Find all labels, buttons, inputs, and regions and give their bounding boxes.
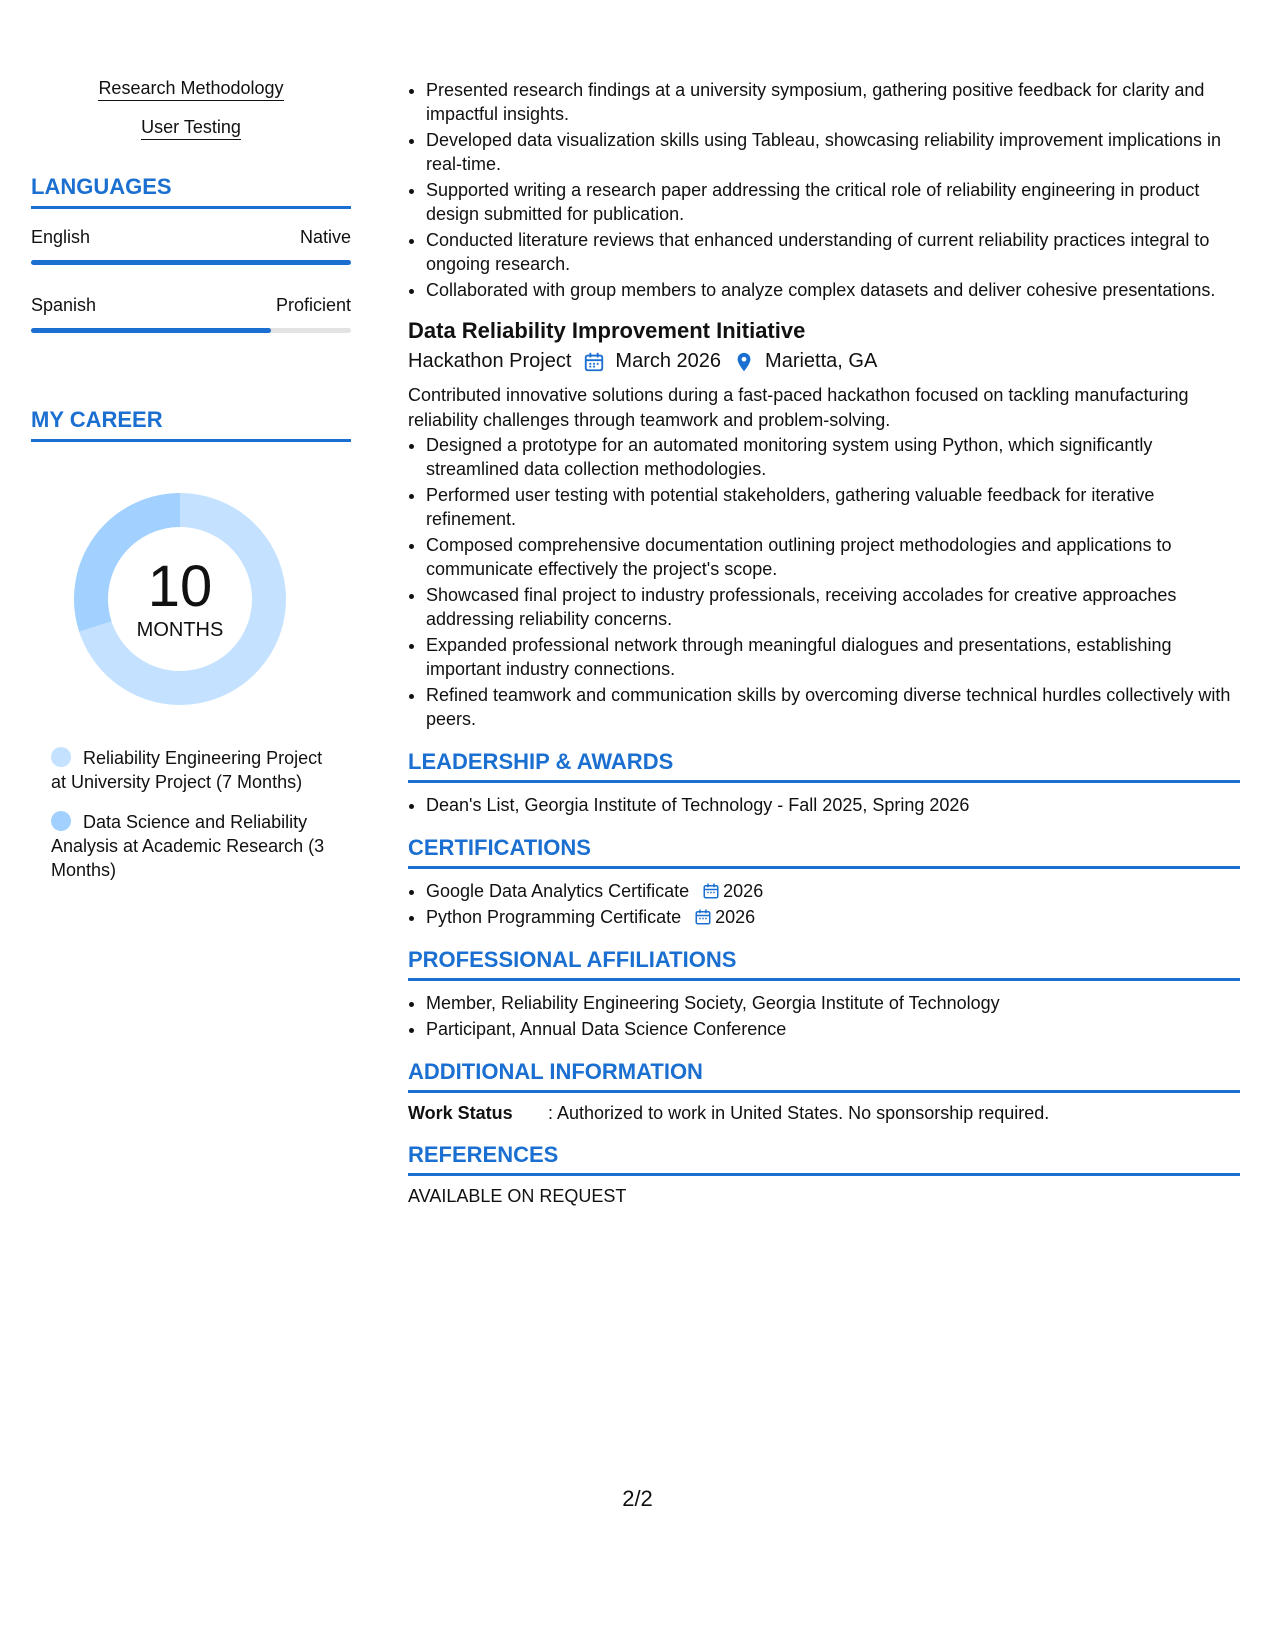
project-description: Contributed innovative solutions during a fast-paced hackathon focused on tackling manufacturing reliability challenges through teamwork and problem-solving. — [408, 385, 1189, 430]
list-item: • Conducted literature reviews that enhanced understanding of current reliability practices integral to ongoing research. — [426, 228, 1240, 276]
list-item: • Expanded professional network through meaningful dialogues and presentations, establishing important industry connections. — [426, 633, 1240, 681]
references-text: AVAILABLE ON REQUEST — [408, 1186, 627, 1206]
leadership-list — [408, 793, 1240, 817]
legend-item: Data Science and Reliability Analysis at Academic Research (3 Months) — [51, 812, 325, 880]
list-item: • Composed comprehensive documentation outlining project methodologies and applications to communicate effectively the project's scope. — [426, 533, 1240, 581]
calendar-icon — [702, 882, 720, 900]
list-item: • Dean's List, Georgia Institute of Technology - Fall 2025, Spring 2026 — [426, 793, 1240, 817]
location-pin-icon — [733, 351, 755, 373]
language-bar — [31, 328, 351, 333]
calendar-icon — [583, 351, 605, 373]
experience-bullets — [408, 78, 1240, 302]
list-item: • Refined teamwork and communication skills by overcoming diverse technical hurdles collectively with peers. — [426, 683, 1240, 731]
affiliations-title: PROFESSIONAL AFFILIATIONS — [408, 947, 1240, 981]
work-status-row — [408, 1103, 1240, 1124]
leadership-title: LEADERSHIP & AWARDS — [408, 749, 1240, 783]
list-item: • Supported writing a research paper addressing the critical role of reliability engineering in product design submitted for publication. — [426, 178, 1240, 226]
career-donut-center — [65, 484, 295, 714]
work-status-label: Work Status — [408, 1103, 513, 1123]
language-name: Spanish — [31, 295, 97, 315]
list-item: • Designed a prototype for an automated monitoring system using Python, which significantly streamlined data collection methodologies. — [426, 433, 1240, 481]
legend-item: Reliability Engineering Project at University Project (7 Months) — [51, 748, 323, 792]
left-column — [31, 78, 351, 898]
affiliations-list — [408, 991, 1240, 1041]
language-bar-fill — [31, 260, 351, 265]
project-meta — [408, 350, 1240, 373]
certification-year: 2026 — [715, 907, 756, 927]
language-name: English — [31, 227, 91, 247]
certifications-list — [408, 879, 1240, 929]
certification-name: Google Data Analytics Certificate — [426, 881, 690, 901]
career-donut — [65, 484, 295, 714]
certification-year: 2026 — [723, 881, 764, 901]
certification-name: Python Programming Certificate — [426, 907, 682, 927]
project-location: Marietta, GA — [765, 350, 878, 372]
list-item: • Participant, Annual Data Science Conference — [426, 1017, 1240, 1041]
career-title: MY CAREER — [31, 407, 351, 442]
language-row — [31, 295, 351, 333]
language-row — [31, 227, 351, 265]
list-item: • Developed data visualization skills using Tableau, showcasing reliability improvement implications in real-time. — [426, 128, 1240, 176]
skill-item: User Testing — [31, 117, 351, 138]
list-item — [426, 879, 1240, 903]
project-date: March 2026 — [615, 350, 722, 372]
skill-item: Research Methodology — [31, 78, 351, 99]
legend-dot — [51, 747, 71, 767]
language-bar — [31, 260, 351, 265]
calendar-icon — [694, 908, 712, 926]
right-column — [408, 78, 1240, 1207]
list-item: • Member, Reliability Engineering Society, Georgia Institute of Technology — [426, 991, 1240, 1015]
language-level: Native — [299, 227, 351, 247]
project-type: Hackathon Project — [408, 350, 572, 372]
project-bullets — [408, 433, 1240, 731]
list-item: • Showcased final project to industry professionals, receiving accolades for creative approaches addressing reliability concerns. — [426, 583, 1240, 631]
work-status-value: : Authorized to work in United States. No sponsorship required. — [548, 1103, 1050, 1123]
list-item — [426, 905, 1240, 929]
list-item: • Performed user testing with potential stakeholders, gathering valuable feedback for iterative refinement. — [426, 483, 1240, 531]
certifications-title: CERTIFICATIONS — [408, 835, 1240, 869]
project-title: Data Reliability Improvement Initiative — [408, 318, 806, 343]
language-bar-fill — [31, 328, 271, 333]
career-legend — [51, 746, 331, 882]
list-item: • Presented research findings at a university symposium, gathering positive feedback for clarity and impactful insights. — [426, 78, 1240, 126]
list-item: • Collaborated with group members to analyze complex datasets and deliver cohesive presentations. — [426, 278, 1240, 302]
career-total-number: 10 — [147, 553, 213, 619]
page-number: 2/2 — [622, 1486, 653, 1511]
legend-dot — [51, 811, 71, 831]
career-total-unit: MONTHS — [136, 618, 224, 641]
language-level: Proficient — [275, 295, 351, 315]
additional-info-title: ADDITIONAL INFORMATION — [408, 1059, 1240, 1093]
languages-title: LANGUAGES — [31, 174, 351, 209]
references-title: REFERENCES — [408, 1142, 1240, 1176]
